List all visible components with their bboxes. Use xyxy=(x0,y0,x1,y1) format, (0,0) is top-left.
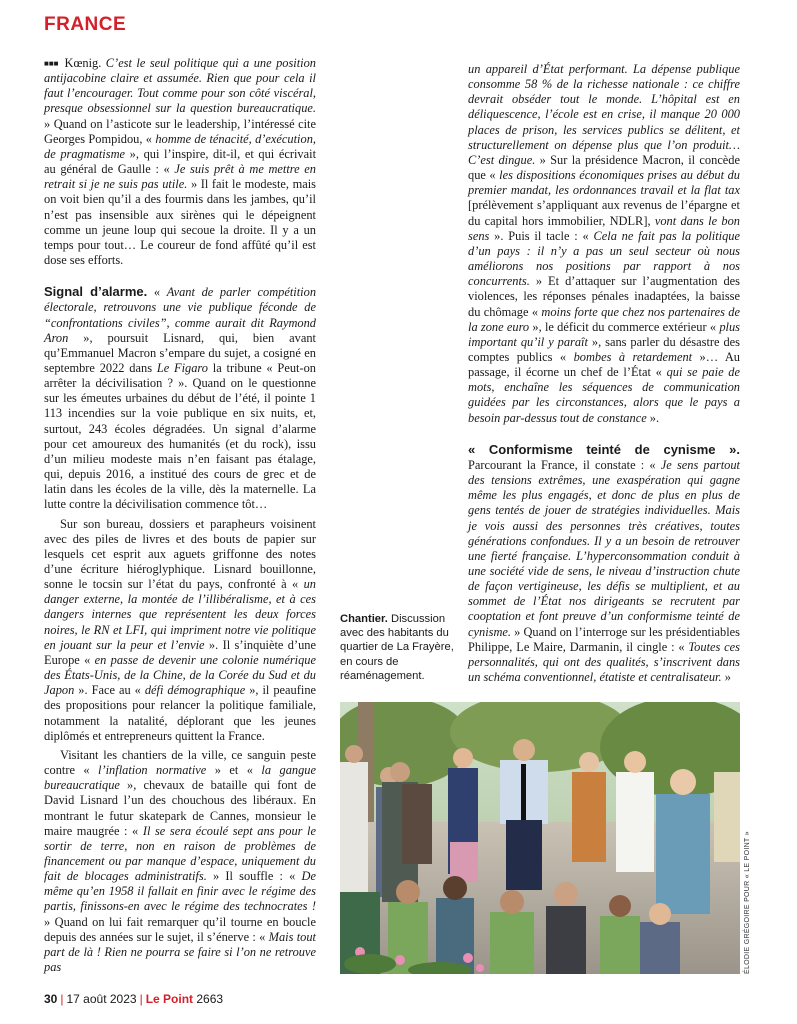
section-title: FRANCE xyxy=(44,14,127,35)
photo-credit: ÉLODIE GRÉGOIRE POUR « LE POINT » xyxy=(744,831,751,974)
article-column-left xyxy=(44,56,316,975)
subheading: Signal d’alarme. xyxy=(44,284,148,300)
paragraph: Visitant les chantiers de la ville, ce sanguin peste contre « l’inflation normative » et « la gangue bureaucratique », chevaux de bataille qui font de David Lisnard l’un des chouchous des libéraux. En montrant le futur skatepark de Cannes, monsieur le maire maugrée : « Il se sera écoulé sept ans pour le sortir de terre, non en raison de problèmes de financement ou par manque d’espace, uniquement du fait de blocages administratifs. » Il souffle : « De même qu’en 1958 il fallait en finir avec le régime des partis, finissons-en avec le régime des technocrates ! » Quand on lui fait remarquer qu’il tourne en boucle depuis des années sur le sujet, il s’énerve : « Mais tout part de là ! Rien ne pourra se faire si l’on ne retrouve pas xyxy=(44,747,316,975)
square-bullets-icon: ■■■ xyxy=(44,59,59,68)
magazine-brand: Le Point xyxy=(145,992,194,1006)
paragraph: Sur son bureau, dossiers et parapheurs voisinent avec des piles de livres et des bouts de papier sur lesquels cet esprit aux aguets griffonne des notes d’une écriture hiéroglyphique. Lisnard bouillonne, sonne le tocsin sur l’état du pays, confronté à « un danger externe, la montée de l’illibéralisme, et à ces dangers internes que représentent les deux forces noires, le RN et LFI, qui impriment notre vie politique en jouant sur la peur et l’envie ». Il s’inquiète d’une Europe « en passe de devenir une colonie numérique des États-Unis, de la Chine, de la Corée du Sud et du Japon ». Face au « défi démographique », il peaufine des propositions pour relancer la politique familiale, notamment la natalité, déplorant que les jeunes diplômés et entrepreneurs quittent la France. xyxy=(44,516,317,743)
paragraph: ■■■ Kœnig. C’est le seul politique qui a une position antijacobine claire et assumée. Rien que pour cela il faut l’encourager. Tout comme pour son côté viscéral, presque obsessionnel sur la question bureaucratique. » Quand on l’asticote sur le leadership, l’intéressé cite Georges Pompidou, « homme de ténacité, d’exécution, de pragmatisme », qui l’inspire, dit-il, et qui écrivait au général de Gaulle : « Je suis prêt à me mettre en retrait si je ne suis pas utile. » Il fait le modeste, mais on voit bien qu’il a des fourmis dans les jambes, qu’il n’est pas insensible aux sirènes qui le dépeignent comme un jeune loup qui secoue la droite. Il y a un temps pour tout… Le coureur de fond affûté qu’il est dose ses efforts. xyxy=(44,56,317,268)
article-photo xyxy=(340,702,740,974)
photo-caption: Chantier. Discussion avec des habitants du quartier de La Frayère, en cours de réaménagement. xyxy=(340,613,454,682)
page-footer xyxy=(44,992,223,1006)
issue-number: 2663 xyxy=(196,992,224,1006)
paragraph: « Conformisme teinté de cynisme ». Parcourant la France, il constate : « Je sens partout des tensions extrêmes, une exaspération qui gagne même les plus engagés, et donc de plus en plus de gens tentés de jouer de stratégies individuelles. Mais je vois aussi des personnes très créatives, toutes générations confondues. Il y a un besoin de retrouver une fierté française. L’hyperconsommation conduit à une société vide de sens, le niveau d’instruction chute de façon vertigineuse, les défis se multiplient, et au sommet de l’État nos dirigeants se recrutent par cooptation et font preuve d’un conformisme teinté de cynisme. » Quand on l’interroge sur les présidentiables Philippe, Le Maire, Darmanin, il cingle : « Toutes ces personnalités, qui ont des qualités, s’inscrivent dans un schéma conventionnel, étatiste et centralisateur. » xyxy=(468,441,741,685)
paragraph: Signal d’alarme. « Avant de parler compétition électorale, retrouvons une vie publique féconde de “confrontations civiles”, comme aurait dit Raymond Aron », poursuit Lisnard, qui, bien avant qu’Emmanuel Macron s’empare du sujet, a cosigné en septembre 2022 dans Le Figaro la tribune « Peut-on arrêter la décivilisation ? ». Quand on le questionne sur les émeutes urbaines du début de l’été, il pointe 1 113 incendies sur la voie publique en six nuits, et, surtout, 243 écoles dégradées. Un signal d’alarme pour cet amoureux des humanités (et du rock), issu d’un milieu modeste mais n’en faisant pas étalage, qui, depuis 2016, a institué des cours de grec et de latin dans les écoles de la ville, dès la maternelle. La lutte contre la décivilisation commence tôt… xyxy=(44,284,317,512)
footer-separator: | xyxy=(60,992,64,1006)
article-column-right xyxy=(468,62,740,685)
page-number: 30 xyxy=(44,992,58,1006)
subheading: « Conformisme teinté de cynisme ». xyxy=(468,441,740,457)
footer-separator: | xyxy=(139,992,143,1006)
issue-date: 17 août 2023 xyxy=(66,992,137,1006)
paragraph: un appareil d’État performant. La dépense publique consomme 58 % de la richesse nationale : ce chiffre devrait obséder tout le monde. L’hôpital est en déliquescence, l’école est en crise, il manque 20 000 places de prison, les services publics se délitent, et structurellement on dépense plus que l’on produit… C’est dingue. » Sur la présidence Macron, il concède que « les dispositions économiques prises au début du premier mandat, les ordonnances travail et la flat tax [prélèvement s’appliquant aux revenus de l’épargne et du capital hors immobilier, NDLR], vont dans le bon sens ». Puis il tacle : « Cela ne fait pas la politique d’un pays : il n’y a pas un seul secteur où nous améliorons nos positions par rapport à nos concurrents. » Et d’attaquer sur l’augmentation des violences, les réponses pénales inadaptées, la baisse du chômage « moins forte que chez nos partenaires de la zone euro », le déficit du commerce extérieur « plus important qu’il y paraît », sans parler du désastre des comptes publics « bombes à retardement »… Au passage, il écorne un chef de l’État « qui se paie de mots, enchaîne les séquences de communication guidées par les circonstances, alors que le pays a besoin par-dessus tout de constance ». xyxy=(468,62,741,425)
